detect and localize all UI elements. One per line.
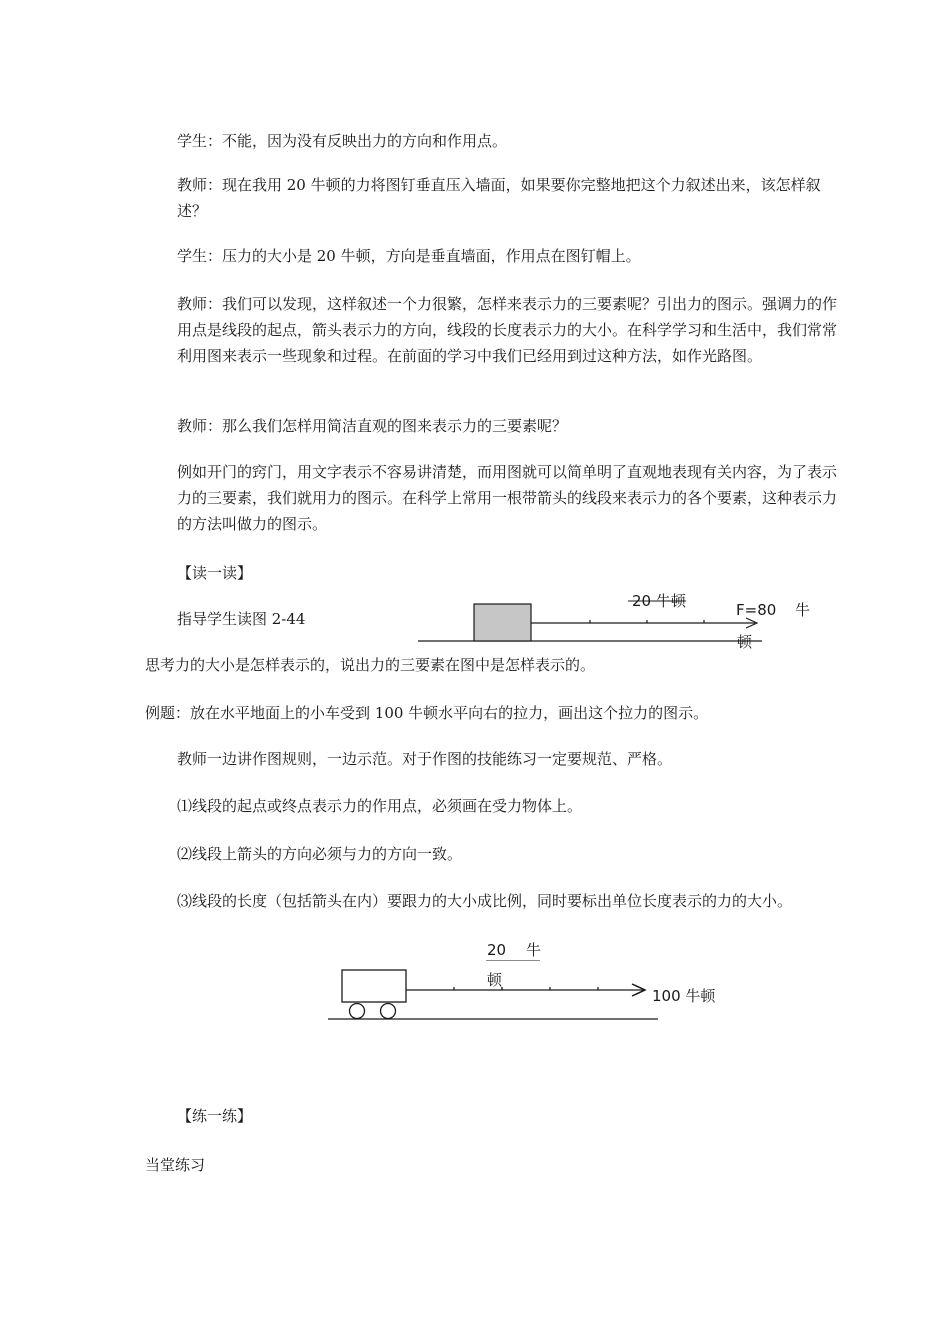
fig2-unit-number: 20 <box>487 941 507 959</box>
cart-wheel <box>381 1004 396 1019</box>
fig1-unit-label <box>632 591 686 611</box>
drawing-rule-2: ⑵线段上箭头的方向必须与力的方向一致。 <box>177 845 463 863</box>
section-heading-read: 【读一读】 <box>177 564 253 582</box>
drawing-rule-3: ⑶线段的长度（包括箭头在内）要跟力的大小成比例，同时要标出单位长度表示的力的大小。 <box>177 892 793 910</box>
cart-body <box>342 970 406 1002</box>
paragraph-student-answer-1: 学生：不能，因为没有反映出力的方向和作用点。 <box>177 132 508 150</box>
fig1-unit-word: 牛顿 <box>655 592 686 610</box>
paragraph-teacher-question-2: 教师：那么我们怎样用简洁直观的图来表示力的三要素呢？ <box>177 417 568 435</box>
fig2-unit-unit-1: 牛 <box>526 941 542 959</box>
block-object <box>474 604 531 641</box>
section-heading-practice: 【练一练】 <box>177 1107 253 1125</box>
paragraph-teacher-demo: 教师一边讲作图规则，一边示范。对于作图的技能练习一定要规范、严格。 <box>177 750 673 768</box>
paragraph-practice: 当堂练习 <box>145 1156 206 1174</box>
paragraph-teacher-explanation: 教师：我们可以发现，这样叙述一个力很繁，怎样来表示力的三要素呢？引出力的图示。强调力的作用点是线段的起点，箭头表示力的方向，线段的长度表示力的大小。在科学学习和生活中，我们常常利用图来表示一些现象和过程。在前面的学习中我们已经用到过这种方法，如作光路图。 <box>177 295 838 365</box>
fig2-force-label <box>652 986 715 1006</box>
force-diagram-block <box>410 585 820 655</box>
paragraph-guide-figure: 指导学生读图 2-44 <box>177 610 306 628</box>
paragraph-door-example: 例如开门的窍门，用文字表示不容易讲清楚，而用图就可以简单明了直观地表现有关内容，为了表示力的三要素，我们就用力的图示。在科学上常用一根带箭头的线段来表示力的各个要素，这种表示力的方法叫做力的图示。 <box>177 463 838 533</box>
fig1-force-unit-2: 顿 <box>737 633 753 651</box>
cart-wheel <box>350 1004 365 1019</box>
fig1-unit-number: 20 <box>632 592 652 610</box>
fig1-force-value: F=80 <box>736 601 777 619</box>
fig1-force-unit-1: 牛 <box>795 601 811 619</box>
fig2-unit-unit-2: 顿 <box>487 971 503 989</box>
drawing-rule-1: ⑴线段的起点或终点表示力的作用点，必须画在受力物体上。 <box>177 797 583 815</box>
fig2-force-unit: 牛顿 <box>685 987 716 1005</box>
paragraph-student-answer-2: 学生：压力的大小是 20 牛顿，方向是垂直墙面，作用点在图钉帽上。 <box>177 247 641 265</box>
paragraph-teacher-question: 教师：现在我用 20 牛顿的力将图钉垂直压入墙面，如果要你完整地把这个力叙述出来，该怎样叙述？ <box>177 176 821 220</box>
fig2-force-number: 100 <box>652 987 681 1005</box>
paragraph-example: 例题：放在水平地面上的小车受到 100 牛顿水平向右的拉力，画出这个拉力的图示。 <box>145 704 709 722</box>
paragraph-think: 思考力的大小是怎样表示的，说出力的三要素在图中是怎样表示的。 <box>145 656 596 674</box>
